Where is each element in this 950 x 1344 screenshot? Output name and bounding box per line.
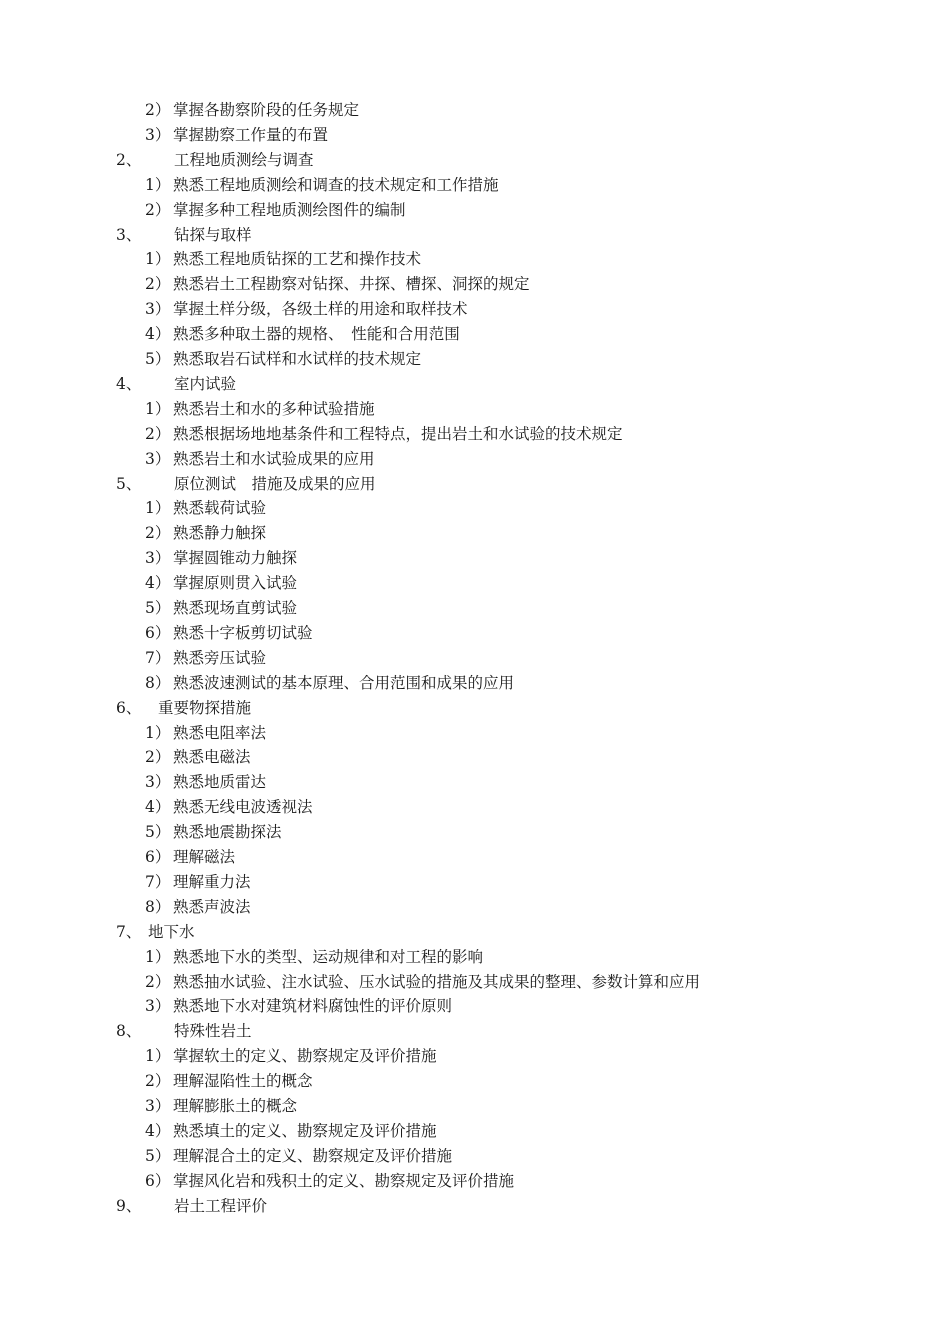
item-number: 2） [145,201,171,219]
item-text: 理解磁法 [173,848,236,866]
section-title: 地下水 [148,923,195,941]
item-text: 掌握原则贯入试验 [173,574,298,592]
item-text: 熟悉现场直剪试验 [173,599,298,617]
item-number: 7） [145,649,171,667]
item-text: 熟悉地下水的类型、运动规律和对工程的影响 [173,948,484,966]
item-text: 掌握勘察工作量的布置 [173,126,329,144]
item-text: 理解混合土的定义、勘察规定及评价措施 [173,1147,453,1165]
item-text: 熟悉岩土工程勘察对钻探、井探、槽探、洞探的规定 [173,275,530,293]
section-title: 特殊性岩土 [174,1022,252,1040]
item-text: 熟悉静力触探 [173,524,267,542]
item-number: 2） [145,425,171,443]
item-number: 3） [145,773,171,791]
item-number: 5） [145,823,171,841]
item-number: 2） [145,524,171,542]
item-number: 6） [145,848,171,866]
item-number: 8） [145,898,171,916]
item-number: 2） [145,973,171,991]
item-number: 1） [145,948,171,966]
section-number: 4、 [116,375,142,393]
section-title: 重要物探措施 [158,699,252,717]
item-number: 1） [145,724,171,742]
item-number: 5） [145,350,171,368]
item-number: 6） [145,1172,171,1190]
item-text: 熟悉波速测试的基本原理、合用范围和成果的应用 [173,674,515,692]
section-title: 岩土工程评价 [174,1197,268,1215]
section-number: 7、 [116,923,142,941]
item-number: 3） [145,997,171,1015]
item-text: 理解重力法 [173,873,251,891]
item-number: 2） [145,101,171,119]
item-number: 5） [145,599,171,617]
item-text: 熟悉声波法 [173,898,251,916]
section-number: 9、 [116,1197,142,1215]
item-number: 4） [145,325,171,343]
item-number: 3） [145,549,171,567]
item-text: 熟悉旁压试验 [173,649,267,667]
item-text: 掌握各勘察阶段的任务规定 [173,101,360,119]
item-number: 7） [145,873,171,891]
item-number: 1） [145,499,171,517]
item-text: 熟悉地下水对建筑材料腐蚀性的评价原则 [173,997,453,1015]
item-text: 熟悉地震勘探法 [173,823,282,841]
item-text: 熟悉十字板剪切试验 [173,624,313,642]
item-text: 掌握土样分级，各级土样的用途和取样技术 [173,300,468,318]
section-number: 3、 [116,226,142,244]
item-text: 熟悉取岩石试样和水试样的技术规定 [173,350,422,368]
item-number: 4） [145,574,171,592]
item-text: 掌握软土的定义、勘察规定及评价措施 [173,1047,437,1065]
item-number: 3） [145,126,171,144]
item-text: 理解湿陷性土的概念 [173,1072,313,1090]
item-number: 3） [145,1097,171,1115]
item-text: 熟悉根据场地地基条件和工程特点，提出岩土和水试验的技术规定 [173,425,623,443]
section-title: 钻探与取样 [174,226,252,244]
item-text: 熟悉岩土和水试验成果的应用 [173,450,375,468]
item-text: 掌握圆锥动力触探 [173,549,298,567]
item-number: 1） [145,250,171,268]
item-number: 3） [145,300,171,318]
item-number: 2） [145,1072,171,1090]
item-text: 熟悉工程地质钻探的工艺和操作技术 [173,250,422,268]
item-number: 4） [145,1122,171,1140]
item-number: 3） [145,450,171,468]
item-number: 8） [145,674,171,692]
section-number: 5、 [116,475,142,493]
item-number: 2） [145,275,171,293]
item-text: 熟悉无线电波透视法 [173,798,313,816]
item-text: 熟悉多种取土器的规格、 性能和合用范围 [173,325,460,343]
item-text: 熟悉地质雷达 [173,773,267,791]
item-text: 熟悉工程地质测绘和调查的技术规定和工作措施 [173,176,499,194]
item-text: 理解膨胀土的概念 [173,1097,298,1115]
item-text: 熟悉填土的定义、勘察规定及评价措施 [173,1122,437,1140]
item-number: 1） [145,1047,171,1065]
item-text: 熟悉电磁法 [173,748,251,766]
section-title: 原位测试 措施及成果的应用 [174,475,376,493]
section-number: 6、 [116,699,142,717]
section-number: 2、 [116,151,142,169]
item-number: 6） [145,624,171,642]
item-text: 掌握风化岩和残积土的定义、勘察规定及评价措施 [173,1172,515,1190]
item-number: 1） [145,400,171,418]
section-number: 8、 [116,1022,142,1040]
item-number: 4） [145,798,171,816]
item-text: 熟悉载荷试验 [173,499,267,517]
item-number: 1） [145,176,171,194]
item-text: 熟悉电阻率法 [173,724,267,742]
item-text: 熟悉抽水试验、注水试验、压水试验的措施及其成果的整理、参数计算和应用 [173,973,701,991]
section-title: 工程地质测绘与调查 [174,151,314,169]
item-text: 掌握多种工程地质测绘图件的编制 [173,201,406,219]
item-number: 2） [145,748,171,766]
section-title: 室内试验 [174,375,237,393]
item-number: 5） [145,1147,171,1165]
item-text: 熟悉岩土和水的多种试验措施 [173,400,375,418]
